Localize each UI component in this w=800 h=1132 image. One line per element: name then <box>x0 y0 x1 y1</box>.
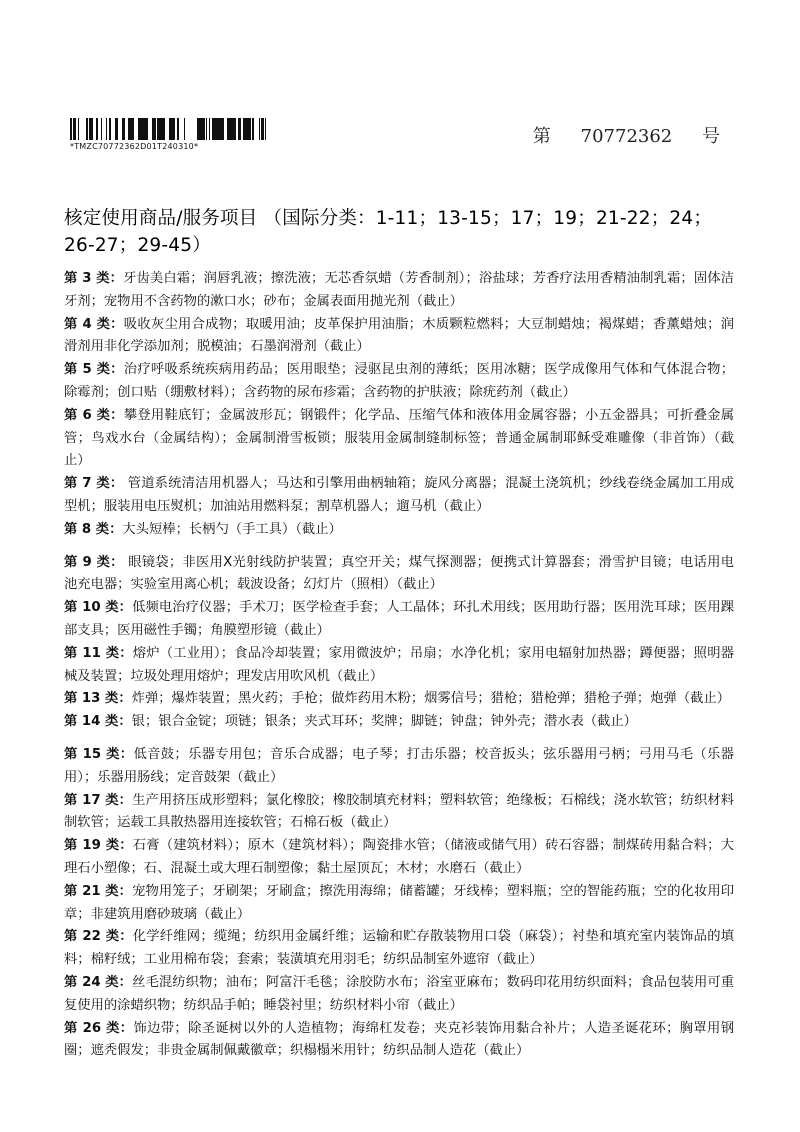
barcode-text: *TMZC70772362D01T240310* <box>70 142 199 151</box>
section-gap <box>64 734 734 744</box>
registration-number <box>533 122 720 148</box>
class-goods: 化学纤维网；缆绳；纺织用金属纤维；运输和贮存散装物用口袋（麻袋）；衬垫和填充室内装饰品的填料；棉籽绒；工业用棉布袋；套索；装潢填充用羽毛；纺织品制室外遮帘（截止） <box>64 929 734 968</box>
class-entry <box>64 835 734 881</box>
class-entry <box>64 711 734 734</box>
class-goods: 吸收灰尘用合成物；取暖用油；皮革保护用油脂；木质颗粒燃料；大豆制蜡烛；褐煤蜡；香薰蜡烛；润滑剂用非化学添加剂；脱模油；石墨润滑剂（截止） <box>64 316 735 355</box>
class-goods: 生产用挤压成形塑料；氯化橡胶；橡胶制填充材料；塑料软管；绝缘板；石棉线；浇水软管；纺织材料制软管；运载工具散热器用连接软管；石棉石板（截止） <box>64 792 734 831</box>
class-label: 第 6 类： <box>64 407 124 423</box>
class-entry <box>64 597 734 643</box>
class-goods: 眼镜袋；非医用X光射线防护装置；真空开关；煤气探测器；便携式计算器套；滑雪护目镜；电话用电池充电器；实验室用离心机；载波设备；幻灯片（照相）（截止） <box>64 554 735 593</box>
class-goods: 大头短棒；长柄勺（手工具）（截止） <box>122 521 342 537</box>
class-label: 第 11 类： <box>64 645 133 661</box>
section-gap <box>64 542 734 552</box>
class-goods: 石膏（建筑材料）；原木（建筑材料）；陶瓷排水管；（储液或储气用）砖石容器；制煤砖用黏合料；大理石小塑像；石、混凝土或大理石制塑像；黏土屋顶瓦；木材；水磨石（截止） <box>64 838 734 876</box>
barcode-block <box>70 118 270 151</box>
class-goods: 治疗呼吸系统疾病用药品；医用眼垫；浸驱昆虫剂的薄纸；医用冰糖；医学成像用气体和气体混合物；除霉剂；创口贴（绷敷材料）；含药物的尿布疹霜；含药物的护肤液；除疣药剂（截止） <box>64 362 735 400</box>
class-label: 第 5 类： <box>64 362 124 378</box>
class-entry <box>64 881 734 927</box>
class-entry <box>64 744 734 790</box>
class-label: 第 8 类： <box>64 521 123 537</box>
class-goods: 炸弹；爆炸装置；黑火药；手枪；做炸药用木粉；烟雾信号；猎枪；猎枪弹；猎枪子弹；炮弹（截止） <box>131 691 731 707</box>
class-entry <box>64 972 734 1018</box>
class-entry <box>64 1018 734 1064</box>
class-entry <box>64 268 734 314</box>
class-label: 第 15 类： <box>64 746 134 762</box>
class-label: 第 17 类： <box>64 792 133 808</box>
document-title: 核定使用商品/服务项目 （国际分类：1-11；13-15；17；19；21-22；24；26-27；29-45） <box>64 208 713 256</box>
class-entry <box>64 519 734 542</box>
class-goods: 饰边带；除圣诞树以外的人造植物；海绵杠发卷；夹克衫装饰用黏合补片；人造圣诞花环；胸罩用钢圈；遮秃假发；非贵金属制佩戴徽章；织榻榻米用针；纺织品制人造花（截止） <box>64 1020 734 1059</box>
class-entry <box>64 790 734 836</box>
class-goods: 低频电治疗仪器；手术刀；医学检查手套；人工晶体；环扎术用线；医用助行器；医用洗耳球；医用踝部支具；医用磁性手镯；角膜塑形镜（截止） <box>64 600 734 638</box>
class-label: 第 3 类： <box>64 271 124 286</box>
class-entry <box>64 643 734 689</box>
class-label: 第 19 类： <box>64 838 133 854</box>
class-entry <box>64 359 734 405</box>
class-entry <box>64 552 734 598</box>
class-list <box>64 268 734 1063</box>
reg-suffix: 号 <box>702 126 720 147</box>
class-entry <box>64 314 734 360</box>
class-entry <box>64 405 734 473</box>
reg-prefix: 第 <box>532 126 551 147</box>
class-label: 第 13 类： <box>64 691 132 707</box>
class-label: 第 26 类： <box>64 1020 134 1036</box>
class-label: 第 9 类： <box>64 554 124 570</box>
barcode-image <box>70 118 266 140</box>
class-entry <box>64 473 734 519</box>
class-entry <box>64 926 734 972</box>
reg-number: 70772362 <box>580 126 673 147</box>
class-goods: 宠物用笼子；牙刷架；牙刷盒；擦洗用海绵；储蓄罐；牙线棒；塑料瓶；空的智能药瓶；空的化妆用印章；非建筑用磨砂玻璃（截止） <box>64 883 734 922</box>
class-goods: 丝毛混纺织物；油布；阿富汗毛毯；涂胶防水布；浴室亚麻布；数码印花用纺织面料；食品包装用可重复使用的涂蜡织物；纺织品手帕；睡袋衬里；纺织材料小帘（截止） <box>64 974 734 1013</box>
class-label: 第 14 类： <box>64 714 132 730</box>
class-goods: 管道系统清洁用机器人；马达和引擎用曲柄轴箱；旋风分离器；混凝土浇筑机；纱线卷绕金属加工用成型机；服装用电压熨机；加油站用燃料泵；割草机器人；遛马机（截止） <box>64 476 734 514</box>
class-entry <box>64 688 734 711</box>
class-goods: 熔炉（工业用）；食品冷却装置；家用微波炉；吊扇；水净化机；家用电辐射加热器；蹲便器；照明器械及装置；垃圾处理用熔炉；理发店用吹风机（截止） <box>64 645 734 684</box>
class-label: 第 7 类： <box>64 476 124 492</box>
class-goods: 牙齿美白霜；润唇乳液；擦洗液；无芯香氛蜡（芳香制剂）；浴盐球；芳香疗法用香精油制乳霜；固体洁牙剂；宠物用不含药物的漱口水；砂布；金属表面用抛光剂（截止） <box>64 271 734 309</box>
class-label: 第 10 类： <box>64 600 133 616</box>
class-label: 第 24 类： <box>64 974 133 990</box>
class-label: 第 4 类： <box>64 316 124 332</box>
class-goods: 攀登用鞋底钉；金属波形瓦；钢锻件；化学品、压缩气体和液体用金属容器；小五金器具；可折叠金属管；鸟戏水台（金属结构）；金属制滑雪板锁；服装用金属制缝制标签；普通金属制耶稣受难雕像（非首饰）（截止） <box>64 407 735 469</box>
class-goods: 低音鼓；乐器专用包；音乐合成器；电子琴；打击乐器；校音扳头；弦乐器用弓柄；弓用马毛（乐器用）；乐器用肠线；定音鼓架（截止） <box>64 746 734 785</box>
class-label: 第 21 类： <box>64 883 133 899</box>
class-goods: 银；银合金锭；项链；银条；夹式耳环；奖牌；脚链；钟盘；钟外壳；潜水表（截止） <box>131 714 637 730</box>
class-label: 第 22 类： <box>64 929 133 945</box>
